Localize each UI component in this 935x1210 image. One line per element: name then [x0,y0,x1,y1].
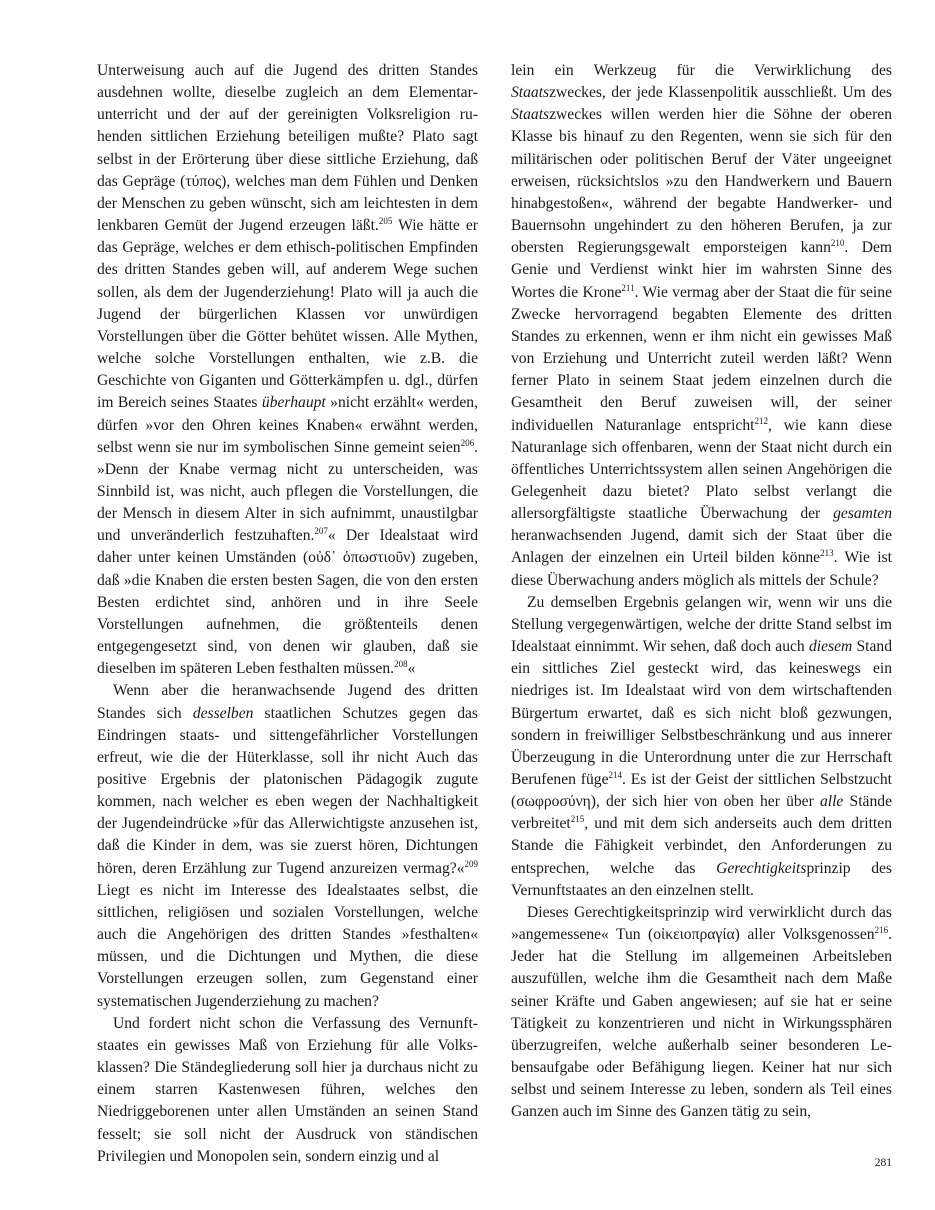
text-run: Und fordert nicht schon die Verfassung des Vernunftstaates ein gewisses Maß von Erziehung für alle Volksklassen? Die Ständegliederung soll hier ja durchaus nicht zu einem starren Kastenwesen führen, welches den Niedriggeborenen unter allen Umständen an seinen Stand fesselt; sie soll nicht der Ausdruck von ständischen Privilegien und Monopolen sein, sondern einzig und al [97,1014,478,1165]
footnote-marker: 211 [621,282,635,293]
text-run: Stand ein sittliches Ziel gesteckt wird, das keineswegs ein niedriges ist. Im Idealstaat wird von dem wirtschaftenden Bürgertum erwartet, daß es sich nicht bloß gezwungen, sondern in freiwilliger Selbstbeschränkung und aus innerer Überzeugung in die Unterordnung unter die zur Herrschaft Berufenen füge [511,638,893,788]
text-run: . Es ist der Geist der sittlichen Selbstzucht (σωφροσύνη), der sich hier von oben her über [511,771,892,811]
text-run: . »Denn der Knabe vermag nicht zu unterscheiden, was Sinnbild ist, was nicht, auch pflegen die Vorstellungen, die der Mensch in diesem Alter in sich aufnimmt, unaustilgbar und unveränderlich festzuhaften. [97,438,478,545]
text-run: zweckes, der jede Klassenpolitik ausschließt. Um des [549,84,892,102]
text-run: Wenn aber die heranwachsende Jugend des dritten Standes sich [97,682,478,722]
text-run: , wie kann diese Naturanlage sich offenbaren, wenn der Staat nicht durch ein öffentliches Unterrichtssystem allen seinen Angehörigen die Gelegenheit dazu bietet? Plato selbst verlangt die allersorgfältigste staatliche Überwachung der [511,416,892,523]
text-run: « Der Idealstaat wird daher unter keinen Umständen (οὐδ᾽ ὁπωστιοῦν) zugeben, daß »die Knaben die ersten besten Sagen, die von den ersten Besten erdichtet sind, anhören und in ihre Seele Vorstellungen aufnehmen, die größtenteils denen entgegengesetzt sind, von denen wir glauben, daß sie dieselben im späteren Leben festhalten müssen. [97,527,478,678]
paragraph [97,1013,478,1168]
right-text-column [511,60,892,1124]
text-run: Zu demselben Ergebnis gelangen wir, wenn wir uns die Stellung vergegenwärtigen, welche der dritte Stand selbst im Idealstaat einnimmt. Wir sehen, daß doch auch [511,593,892,656]
text-run: . Jeder hat die Stellung im allgemeinen Arbeitsleben auszufüllen, welche ihm die Gesamtheit nach dem Maße seiner Kräfte und Gaben angewiesen; auf sie hat er seine Tätigkeit zu konzentrieren und nicht in Wirkungssphären überzugreifen, welche außerhalb seiner besonderen Lebensaufgabe oder Befähigung liegen. Keiner hat nur sich selbst und seinem Interesse zu leben, sondern als Teil eines Ganzen auch im Sinne des Ganzen tätig zu sein, [511,926,892,1121]
footnote-marker: 209 [464,858,478,869]
footnote-marker: 213 [820,548,834,559]
emphasized-text: Staats [511,84,550,102]
footnote-marker: 206 [460,437,475,448]
text-run: Unterweisung auch auf die Jugend des dritten Standes ausdehnen wollte, dieselbe zugleich an dem Elementarunterricht und der auf der gereinigten Volksreligion ruhenden sittlichen Erziehung beteiligen mußte? Plato sagt selbst in der Erörterung über diese sittliche Erziehung, daß das Gepräge (τύπος), welches man dem Fühlen und Denken der Menschen zu geben wünscht, sich am leichtesten in dem lenkbaren Gemüt der Jugend erzeugen läßt. [97,62,478,235]
text-run: staatlichen Schutzes gegen das Eindringen staats- und sittengefährlicher Vorstellungen erfreut, wie die der Hüterklasse, soll ihr nicht Auch das positive Ergebnis der platonischen Pädagogik zugute kommen, nach welcher es eben wegen der Nachhaltigkeit der Jugendeindrücke »für das Allerwichtigste anzusehen ist, daß die Kinder in dem, was sie zuerst hören, Dichtungen hören, deren Erzählung zur Tugend anzureizen vermag?« [97,704,478,877]
footnote-marker: 212 [754,415,768,426]
text-run: heranwachsenden Jugend, damit sich der Staat über die Anlagen der einzelnen ein Urteil bilden könne [511,527,892,567]
paragraph [97,680,478,1012]
text-run: zweckes willen werden hier die Söhne der oberen Klasse bis hinauf zu den Regenten, wenn sie sich für den militärischen oder politischen Beruf der Väter ungeeignet erweisen, rücksichtslos »zu den Handwerkern und Bauern hinabgestoßen«, während der begabte Handwerker- und Bauernsohn ungehindert zu den höheren Berufen, ja zur obersten Regierungsgewalt emporsteigen kann [511,106,892,257]
footnote-marker: 208 [394,659,408,670]
text-run: »nicht erzählt« werden, dürfen »vor den Ohren keines Knaben« erwähnt werden, selbst wenn sie nur im symbolischen Sinne gemeint seien [97,394,478,456]
text-run: Stände verbreitet [511,793,892,833]
footnote-marker: 215 [570,814,585,825]
footnote-marker: 210 [830,238,845,249]
text-run: Dieses Gerechtigkeitsprinzip wird verwirklicht durch das »angemessene« Tun (οἰκειοπραγία) aller Volksgenossen [511,903,892,944]
text-run: Wie hätte er das Gepräge, welches er dem ethisch-politischen Empfinden des dritten Standes geben will, auf anderem Wege suchen sollen, als dem der Jugenderziehung! Plato will ja auch die Jugend der bürgerlichen Klassen vor unwürdigen Vorstellungen über die Götter behütet wissen. Alle Mythen, welche solche Vorstellungen enthalten, wie z.B. die Geschichte von Giganten und Götterkämpfen u. dgl., dürfen im Bereich seines Staates [97,217,478,412]
text-run: . Wie vermag aber der Staat die für seine Zwecke hervorragend begabten Elemente des dritten Standes zu erkennen, wenn er ihm nicht ein gewisses Maß von Erziehung und Unterricht zuteil werden läßt? Wenn ferner Plato in seinem Staat jedem einzelnen durch die Gesamtheit den Beruf zuweisen will, der seiner individuellen Naturanlage entspricht [511,283,892,434]
emphasized-text: gesamten [833,505,892,523]
emphasized-text: desselben [192,704,254,722]
text-run: prinzip des Vernunftstaates an den einzelnen stellt. [511,859,892,899]
paragraph [511,592,892,902]
footnote-marker: 214 [608,770,623,780]
text-run: , und mit dem sich anderseits auch dem dritten Stande die Fähigkeit verbindet, den Anforderungen zu entsprechen, welche das [511,815,892,877]
footnote-marker: 216 [874,925,889,936]
paragraph [511,902,892,1124]
text-run: . Wie ist diese Überwachung anders möglich als mittels der Schule? [511,549,892,589]
emphasized-text: Gerechtigkeits [716,859,807,877]
text-run: Liegt es nicht im Interesse des Idealstaates selbst, die sittlichen, religiösen und sozialen Vorstellungen, welche auch die Angehörigen des dritten Standes »festhalten« müssen, und die Dichtungen und Mythen, die diese Vorstellungen erzeugen sollen, zum Gegenstand einer systematischen Jugenderziehung zu machen? [97,881,478,1010]
paragraph [97,60,478,680]
footnote-marker: 207 [314,526,328,537]
left-text-column [97,60,478,1168]
text-run: « [407,660,416,678]
text-run: . Dem Genie und Verdienst winkt hier im wahrsten Sinne des Wortes die Krone [511,239,893,301]
text-run: lein ein Werkzeug für die Verwirklichung des [511,62,892,79]
emphasized-text: Staats [511,106,550,124]
footnote-marker: 205 [378,216,393,227]
emphasized-text: diesem [808,638,853,656]
emphasized-text: überhaupt [261,394,326,412]
page-number: 281 [874,1157,892,1169]
emphasized-text: alle [819,793,844,811]
paragraph [511,60,892,592]
